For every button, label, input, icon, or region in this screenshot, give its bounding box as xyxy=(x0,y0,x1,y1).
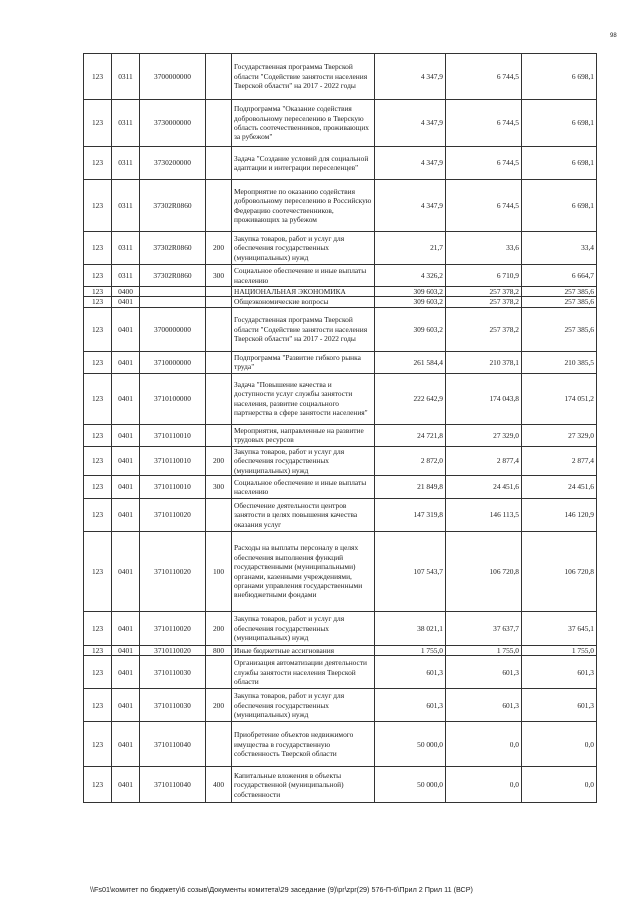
admin-code-cell: 123 xyxy=(84,476,112,499)
amount-2017-cell: 4 347,9 xyxy=(375,100,446,147)
description-cell: Расходы на выплаты персоналу в целях обеспечения выполнения функций государственными (муниципальными) органами, казенными учреждениями, органами управления государственными внебюджетными фондами xyxy=(232,532,375,612)
description-cell: Общеэкономические вопросы xyxy=(232,297,375,307)
expense-type-cell xyxy=(206,180,232,232)
target-article-cell: 3710110020 xyxy=(140,532,206,612)
amount-2018-cell: 37 637,7 xyxy=(446,612,522,646)
table-row xyxy=(84,287,597,297)
amount-2018-cell: 257 378,2 xyxy=(446,307,522,351)
admin-code-cell: 123 xyxy=(84,767,112,803)
target-article-cell: 3710110020 xyxy=(140,499,206,532)
amount-2018-cell: 27 329,0 xyxy=(446,424,522,446)
amount-2019-cell: 601,3 xyxy=(522,656,597,689)
description-cell: Мероприятие по оказанию содействия добровольному переселению в Российскую Федерацию соотечественников, проживающих за рубежом xyxy=(232,180,375,232)
amount-2019-cell: 6 664,7 xyxy=(522,265,597,287)
amount-2017-cell: 222 642,9 xyxy=(375,373,446,424)
section-code-cell: 0401 xyxy=(112,446,140,475)
amount-2018-cell: 0,0 xyxy=(446,722,522,767)
amount-2019-cell: 24 451,6 xyxy=(522,476,597,499)
table-row xyxy=(84,297,597,307)
admin-code-cell: 123 xyxy=(84,287,112,297)
amount-2017-cell: 601,3 xyxy=(375,656,446,689)
admin-code-cell: 123 xyxy=(84,499,112,532)
admin-code-cell: 123 xyxy=(84,54,112,100)
description-cell: Иные бюджетные ассигнования xyxy=(232,646,375,656)
amount-2018-cell: 210 378,1 xyxy=(446,351,522,373)
amount-2017-cell: 4 347,9 xyxy=(375,180,446,232)
budget-table xyxy=(83,53,597,803)
description-cell: Закупка товаров, работ и услуг для обеспечения государственных (муниципальных) нужд xyxy=(232,612,375,646)
amount-2018-cell: 6 744,5 xyxy=(446,180,522,232)
target-article-cell xyxy=(140,287,206,297)
amount-2017-cell: 4 347,9 xyxy=(375,54,446,100)
expense-type-cell xyxy=(206,424,232,446)
section-code-cell: 0401 xyxy=(112,476,140,499)
target-article-cell: 3730000000 xyxy=(140,100,206,147)
description-cell: Приобретение объектов недвижимого имущества в государственную собственность Тверской области xyxy=(232,722,375,767)
target-article-cell: 3710110010 xyxy=(140,476,206,499)
admin-code-cell: 123 xyxy=(84,446,112,475)
amount-2017-cell: 147 319,8 xyxy=(375,499,446,532)
section-code-cell: 0311 xyxy=(112,265,140,287)
section-code-cell: 0311 xyxy=(112,147,140,180)
amount-2017-cell: 309 603,2 xyxy=(375,297,446,307)
page-number: 98 xyxy=(610,33,617,39)
table-row xyxy=(84,646,597,656)
amount-2019-cell: 257 385,6 xyxy=(522,297,597,307)
section-code-cell: 0401 xyxy=(112,532,140,612)
admin-code-cell: 123 xyxy=(84,646,112,656)
admin-code-cell: 123 xyxy=(84,722,112,767)
amount-2019-cell: 6 698,1 xyxy=(522,180,597,232)
amount-2018-cell: 6 744,5 xyxy=(446,100,522,147)
amount-2019-cell: 37 645,1 xyxy=(522,612,597,646)
section-code-cell: 0401 xyxy=(112,689,140,722)
description-cell: Закупка товаров, работ и услуг для обеспечения государственных (муниципальных) нужд xyxy=(232,446,375,475)
section-code-cell: 0401 xyxy=(112,424,140,446)
amount-2019-cell: 257 385,6 xyxy=(522,307,597,351)
table-row xyxy=(84,499,597,532)
table-row xyxy=(84,612,597,646)
description-cell: Задача "Создание условий для социальной адаптации и интеграции переселенцев" xyxy=(232,147,375,180)
file-path-footer: \\Fs01\комитет по бюджету\6 созыв\Документы комитета\29 заседание (9)\pr\zpr(29) 576-П-6\Прил 2 Прил 11 (ВСР) xyxy=(90,885,473,894)
amount-2018-cell: 33,6 xyxy=(446,232,522,265)
table-body xyxy=(84,54,597,803)
expense-type-cell: 800 xyxy=(206,646,232,656)
description-cell: Закупка товаров, работ и услуг для обеспечения государственных (муниципальных) нужд xyxy=(232,232,375,265)
amount-2017-cell: 309 603,2 xyxy=(375,307,446,351)
amount-2017-cell: 2 872,0 xyxy=(375,446,446,475)
table-row xyxy=(84,180,597,232)
section-code-cell: 0311 xyxy=(112,54,140,100)
target-article-cell: 3710110040 xyxy=(140,722,206,767)
amount-2018-cell: 0,0 xyxy=(446,767,522,803)
expense-type-cell xyxy=(206,499,232,532)
section-code-cell: 0401 xyxy=(112,373,140,424)
amount-2019-cell: 1 755,0 xyxy=(522,646,597,656)
amount-2017-cell: 261 584,4 xyxy=(375,351,446,373)
target-article-cell: 3710110040 xyxy=(140,767,206,803)
admin-code-cell: 123 xyxy=(84,297,112,307)
amount-2019-cell: 146 120,9 xyxy=(522,499,597,532)
amount-2018-cell: 106 720,8 xyxy=(446,532,522,612)
table-row xyxy=(84,767,597,803)
expense-type-cell: 200 xyxy=(206,612,232,646)
admin-code-cell: 123 xyxy=(84,307,112,351)
amount-2018-cell: 257 378,2 xyxy=(446,287,522,297)
section-code-cell: 0400 xyxy=(112,287,140,297)
expense-type-cell: 300 xyxy=(206,265,232,287)
amount-2018-cell: 6 744,5 xyxy=(446,147,522,180)
admin-code-cell: 123 xyxy=(84,612,112,646)
amount-2017-cell: 21 849,8 xyxy=(375,476,446,499)
admin-code-cell: 123 xyxy=(84,265,112,287)
target-article-cell: 3710110010 xyxy=(140,446,206,475)
expense-type-cell: 200 xyxy=(206,689,232,722)
expense-type-cell: 200 xyxy=(206,232,232,265)
table-row xyxy=(84,446,597,475)
admin-code-cell: 123 xyxy=(84,100,112,147)
description-cell: Подпрограмма "Развитие гибкого рынка труда" xyxy=(232,351,375,373)
description-cell: Задача "Повышение качества и доступности услуг службы занятости населения, развитие социального партнерства в сфере занятости населения" xyxy=(232,373,375,424)
expense-type-cell xyxy=(206,656,232,689)
target-article-cell: 3710000000 xyxy=(140,351,206,373)
expense-type-cell xyxy=(206,100,232,147)
section-code-cell: 0311 xyxy=(112,232,140,265)
amount-2017-cell: 38 021,1 xyxy=(375,612,446,646)
description-cell: Обеспечение деятельности центров занятости в целях повышения качества оказания услуг xyxy=(232,499,375,532)
amount-2019-cell: 2 877,4 xyxy=(522,446,597,475)
expense-type-cell: 100 xyxy=(206,532,232,612)
admin-code-cell: 123 xyxy=(84,373,112,424)
table-row xyxy=(84,373,597,424)
admin-code-cell: 123 xyxy=(84,180,112,232)
table-row xyxy=(84,656,597,689)
table-row xyxy=(84,147,597,180)
expense-type-cell xyxy=(206,54,232,100)
table-row xyxy=(84,232,597,265)
description-cell: Социальное обеспечение и иные выплаты населению xyxy=(232,265,375,287)
amount-2018-cell: 174 043,8 xyxy=(446,373,522,424)
expense-type-cell xyxy=(206,287,232,297)
table-row xyxy=(84,307,597,351)
target-article-cell xyxy=(140,297,206,307)
description-cell: Закупка товаров, работ и услуг для обеспечения государственных (муниципальных) нужд xyxy=(232,689,375,722)
amount-2019-cell: 27 329,0 xyxy=(522,424,597,446)
section-code-cell: 0401 xyxy=(112,307,140,351)
section-code-cell: 0311 xyxy=(112,180,140,232)
target-article-cell: 3700000000 xyxy=(140,54,206,100)
target-article-cell: 3710100000 xyxy=(140,373,206,424)
amount-2017-cell: 1 755,0 xyxy=(375,646,446,656)
admin-code-cell: 123 xyxy=(84,424,112,446)
description-cell: Капитальные вложения в объекты государственной (муниципальной) собственности xyxy=(232,767,375,803)
section-code-cell: 0401 xyxy=(112,297,140,307)
admin-code-cell: 123 xyxy=(84,689,112,722)
target-article-cell: 3710110020 xyxy=(140,646,206,656)
admin-code-cell: 123 xyxy=(84,656,112,689)
target-article-cell: 37302R0860 xyxy=(140,180,206,232)
amount-2019-cell: 601,3 xyxy=(522,689,597,722)
amount-2019-cell: 0,0 xyxy=(522,722,597,767)
amount-2018-cell: 24 451,6 xyxy=(446,476,522,499)
amount-2017-cell: 4 347,9 xyxy=(375,147,446,180)
table-row xyxy=(84,532,597,612)
table-row xyxy=(84,54,597,100)
amount-2019-cell: 6 698,1 xyxy=(522,54,597,100)
amount-2017-cell: 309 603,2 xyxy=(375,287,446,297)
target-article-cell: 3700000000 xyxy=(140,307,206,351)
expense-type-cell: 200 xyxy=(206,446,232,475)
amount-2019-cell: 106 720,8 xyxy=(522,532,597,612)
amount-2017-cell: 601,3 xyxy=(375,689,446,722)
section-code-cell: 0401 xyxy=(112,499,140,532)
target-article-cell: 3710110030 xyxy=(140,689,206,722)
target-article-cell: 37302R0860 xyxy=(140,265,206,287)
amount-2019-cell: 0,0 xyxy=(522,767,597,803)
section-code-cell: 0401 xyxy=(112,722,140,767)
amount-2017-cell: 50 000,0 xyxy=(375,767,446,803)
expense-type-cell: 400 xyxy=(206,767,232,803)
table-row xyxy=(84,265,597,287)
amount-2018-cell: 257 378,2 xyxy=(446,297,522,307)
table-row xyxy=(84,689,597,722)
description-cell: Социальное обеспечение и иные выплаты населению xyxy=(232,476,375,499)
table-row xyxy=(84,722,597,767)
amount-2019-cell: 174 051,2 xyxy=(522,373,597,424)
amount-2017-cell: 24 721,8 xyxy=(375,424,446,446)
expense-type-cell xyxy=(206,722,232,767)
amount-2017-cell: 50 000,0 xyxy=(375,722,446,767)
amount-2017-cell: 107 543,7 xyxy=(375,532,446,612)
description-cell: Организация автоматизации деятельности службы занятости населения Тверской области xyxy=(232,656,375,689)
admin-code-cell: 123 xyxy=(84,351,112,373)
amount-2019-cell: 33,4 xyxy=(522,232,597,265)
expense-type-cell xyxy=(206,351,232,373)
amount-2018-cell: 2 877,4 xyxy=(446,446,522,475)
table-row xyxy=(84,100,597,147)
section-code-cell: 0401 xyxy=(112,767,140,803)
amount-2018-cell: 1 755,0 xyxy=(446,646,522,656)
amount-2018-cell: 6 710,9 xyxy=(446,265,522,287)
amount-2017-cell: 21,7 xyxy=(375,232,446,265)
expense-type-cell xyxy=(206,297,232,307)
target-article-cell: 3710110030 xyxy=(140,656,206,689)
admin-code-cell: 123 xyxy=(84,232,112,265)
target-article-cell: 3730200000 xyxy=(140,147,206,180)
amount-2018-cell: 146 113,5 xyxy=(446,499,522,532)
target-article-cell: 3710110010 xyxy=(140,424,206,446)
amount-2019-cell: 210 385,5 xyxy=(522,351,597,373)
description-cell: Мероприятия, направленные на развитие трудовых ресурсов xyxy=(232,424,375,446)
amount-2019-cell: 257 385,6 xyxy=(522,287,597,297)
amount-2019-cell: 6 698,1 xyxy=(522,147,597,180)
amount-2017-cell: 4 326,2 xyxy=(375,265,446,287)
section-code-cell: 0311 xyxy=(112,100,140,147)
expense-type-cell: 300 xyxy=(206,476,232,499)
admin-code-cell: 123 xyxy=(84,532,112,612)
section-code-cell: 0401 xyxy=(112,646,140,656)
amount-2018-cell: 601,3 xyxy=(446,689,522,722)
description-cell: Подпрограмма "Оказание содействия добровольному переселению в Тверскую область соотечественников, проживающих за рубежом" xyxy=(232,100,375,147)
amount-2018-cell: 601,3 xyxy=(446,656,522,689)
description-cell: НАЦИОНАЛЬНАЯ ЭКОНОМИКА xyxy=(232,287,375,297)
amount-2019-cell: 6 698,1 xyxy=(522,100,597,147)
description-cell: Государственная программа Тверской области "Содействие занятости населения Тверской области" на 2017 - 2022 годы xyxy=(232,307,375,351)
section-code-cell: 0401 xyxy=(112,351,140,373)
description-cell: Государственная программа Тверской области "Содействие занятости населения Тверской области" на 2017 - 2022 годы xyxy=(232,54,375,100)
expense-type-cell xyxy=(206,307,232,351)
table-row xyxy=(84,476,597,499)
table-row xyxy=(84,424,597,446)
section-code-cell: 0401 xyxy=(112,612,140,646)
table-row xyxy=(84,351,597,373)
expense-type-cell xyxy=(206,373,232,424)
admin-code-cell: 123 xyxy=(84,147,112,180)
amount-2018-cell: 6 744,5 xyxy=(446,54,522,100)
target-article-cell: 37302R0860 xyxy=(140,232,206,265)
expense-type-cell xyxy=(206,147,232,180)
section-code-cell: 0401 xyxy=(112,656,140,689)
target-article-cell: 3710110020 xyxy=(140,612,206,646)
